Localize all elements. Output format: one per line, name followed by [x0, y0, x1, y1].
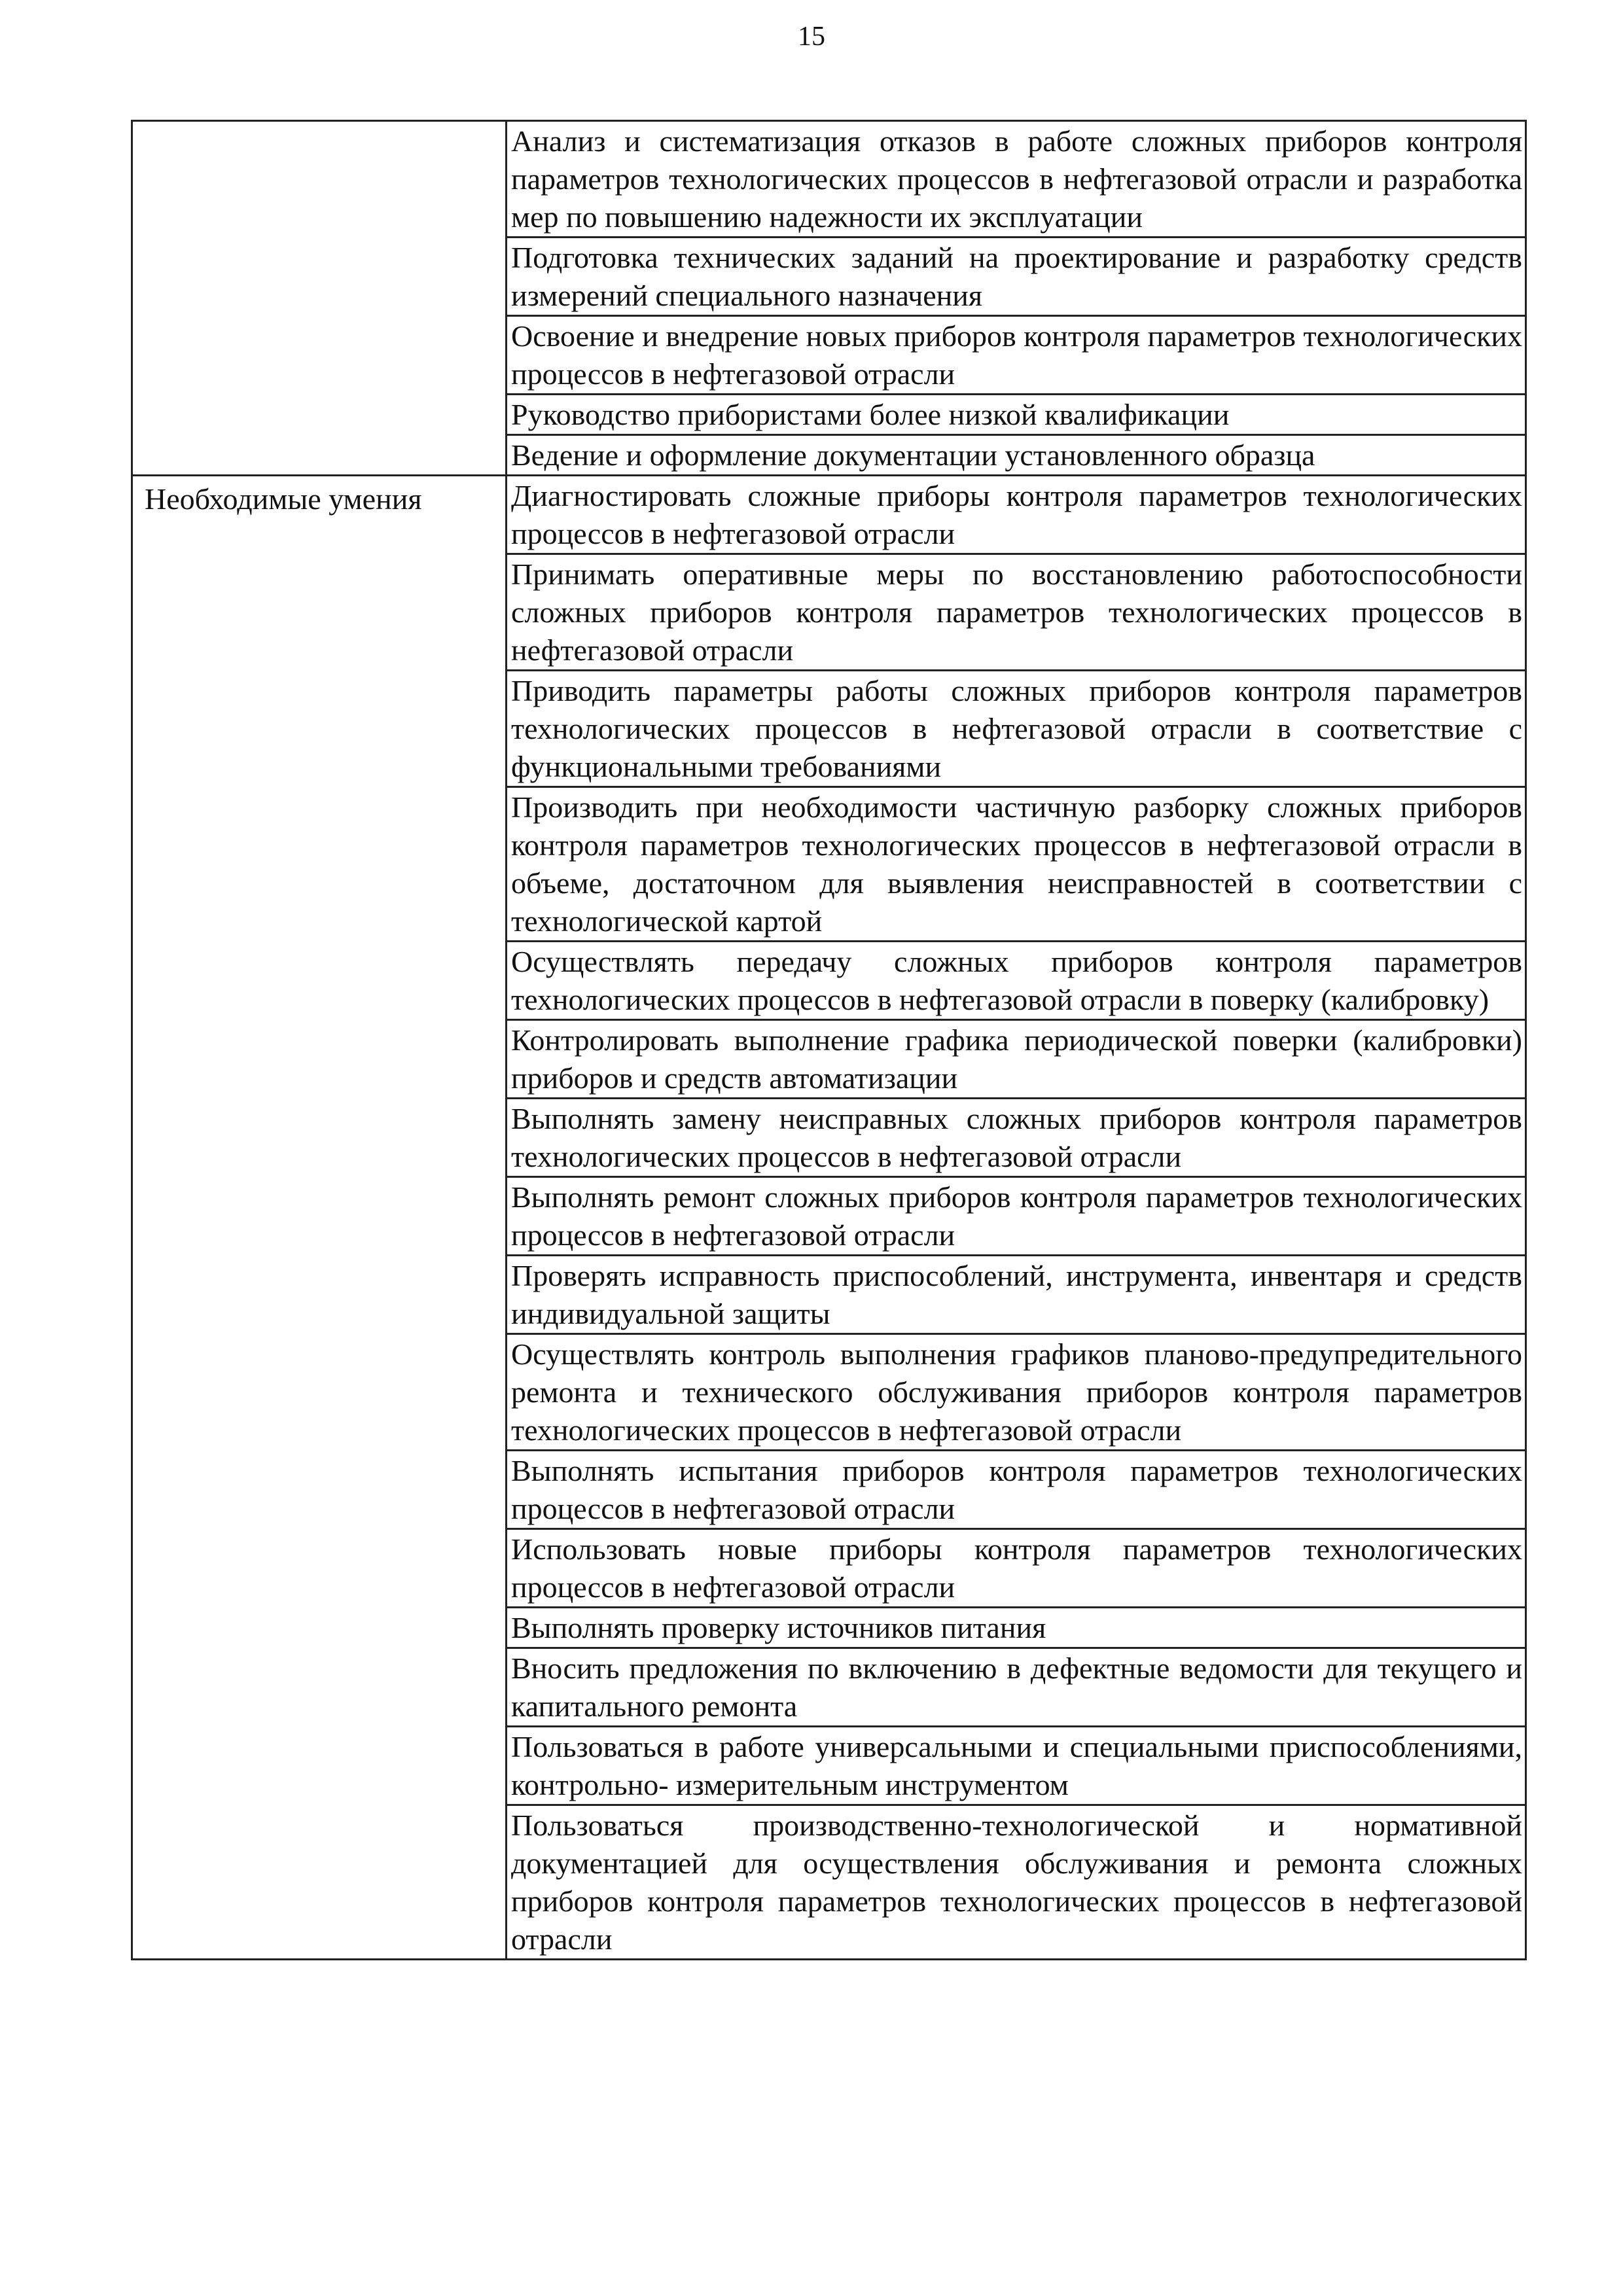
requirement-item-cell: Освоение и внедрение новых приборов контроля параметров технологических процессов в нефтегазовой отрасли — [507, 316, 1526, 395]
requirement-item-cell: Выполнять замену неисправных сложных приборов контроля параметров технологических процессов в нефтегазовой отрасли — [507, 1099, 1526, 1177]
requirement-item-cell: Ведение и оформление документации установленного образца — [507, 435, 1526, 476]
requirements-table — [131, 120, 1527, 1960]
requirement-item-cell: Пользоваться производственно-технологической и нормативной документацией для осуществления обслуживания и ремонта сложных приборов контроля параметров технологических процессов в нефтегазовой отрасли — [507, 1805, 1526, 1960]
section-label-cell: Необходимые умения — [132, 476, 507, 1960]
page-number: 15 — [798, 22, 825, 52]
requirement-item-cell: Руководство прибористами более низкой квалификации — [507, 395, 1526, 435]
section-label-cell — [132, 121, 507, 476]
requirement-item-cell: Производить при необходимости частичную разборку сложных приборов контроля параметров технологических процессов в нефтегазовой отрасли в объеме, достаточном для выявления неисправностей в соответствии с технологической картой — [507, 787, 1526, 942]
requirement-item-cell: Проверять исправность приспособлений, инструмента, инвентаря и средств индивидуальной защиты — [507, 1256, 1526, 1334]
requirement-item-cell: Приводить параметры работы сложных приборов контроля параметров технологических процессов в нефтегазовой отрасли в соответствие с функциональными требованиями — [507, 671, 1526, 787]
requirement-item-cell: Использовать новые приборы контроля параметров технологических процессов в нефтегазовой отрасли — [507, 1529, 1526, 1608]
requirement-item-cell: Осуществлять контроль выполнения графиков планово-предупредительного ремонта и технического обслуживания приборов контроля параметров технологических процессов в нефтегазовой отрасли — [507, 1334, 1526, 1451]
requirement-item-cell: Контролировать выполнение графика периодической поверки (калибровки) приборов и средств автоматизации — [507, 1020, 1526, 1099]
requirement-item-cell: Анализ и систематизация отказов в работе сложных приборов контроля параметров технологических процессов в нефтегазовой отрасли и разработка мер по повышению надежности их эксплуатации — [507, 121, 1526, 238]
requirements-table-body — [132, 121, 1526, 1960]
requirement-item-cell: Осуществлять передачу сложных приборов контроля параметров технологических процессов в нефтегазовой отрасли в поверку (калибровку) — [507, 942, 1526, 1020]
requirement-item-cell: Диагностировать сложные приборы контроля параметров технологических процессов в нефтегазовой отрасли — [507, 476, 1526, 554]
requirement-item-cell: Выполнять испытания приборов контроля параметров технологических процессов в нефтегазовой отрасли — [507, 1451, 1526, 1529]
requirement-item-cell: Принимать оперативные меры по восстановлению работоспособности сложных приборов контроля параметров технологических процессов в нефтегазовой отрасли — [507, 554, 1526, 671]
requirement-item-cell: Вносить предложения по включению в дефектные ведомости для текущего и капитального ремонта — [507, 1648, 1526, 1727]
requirement-item-cell: Подготовка технических заданий на проектирование и разработку средств измерений специального назначения — [507, 238, 1526, 316]
requirement-item-cell: Пользоваться в работе универсальными и специальными приспособлениями, контрольно- измерительным инструментом — [507, 1727, 1526, 1805]
requirement-item-cell: Выполнять проверку источников питания — [507, 1608, 1526, 1648]
table-row — [132, 476, 1526, 554]
requirement-item-cell: Выполнять ремонт сложных приборов контроля параметров технологических процессов в нефтегазовой отрасли — [507, 1177, 1526, 1256]
table-row — [132, 121, 1526, 238]
